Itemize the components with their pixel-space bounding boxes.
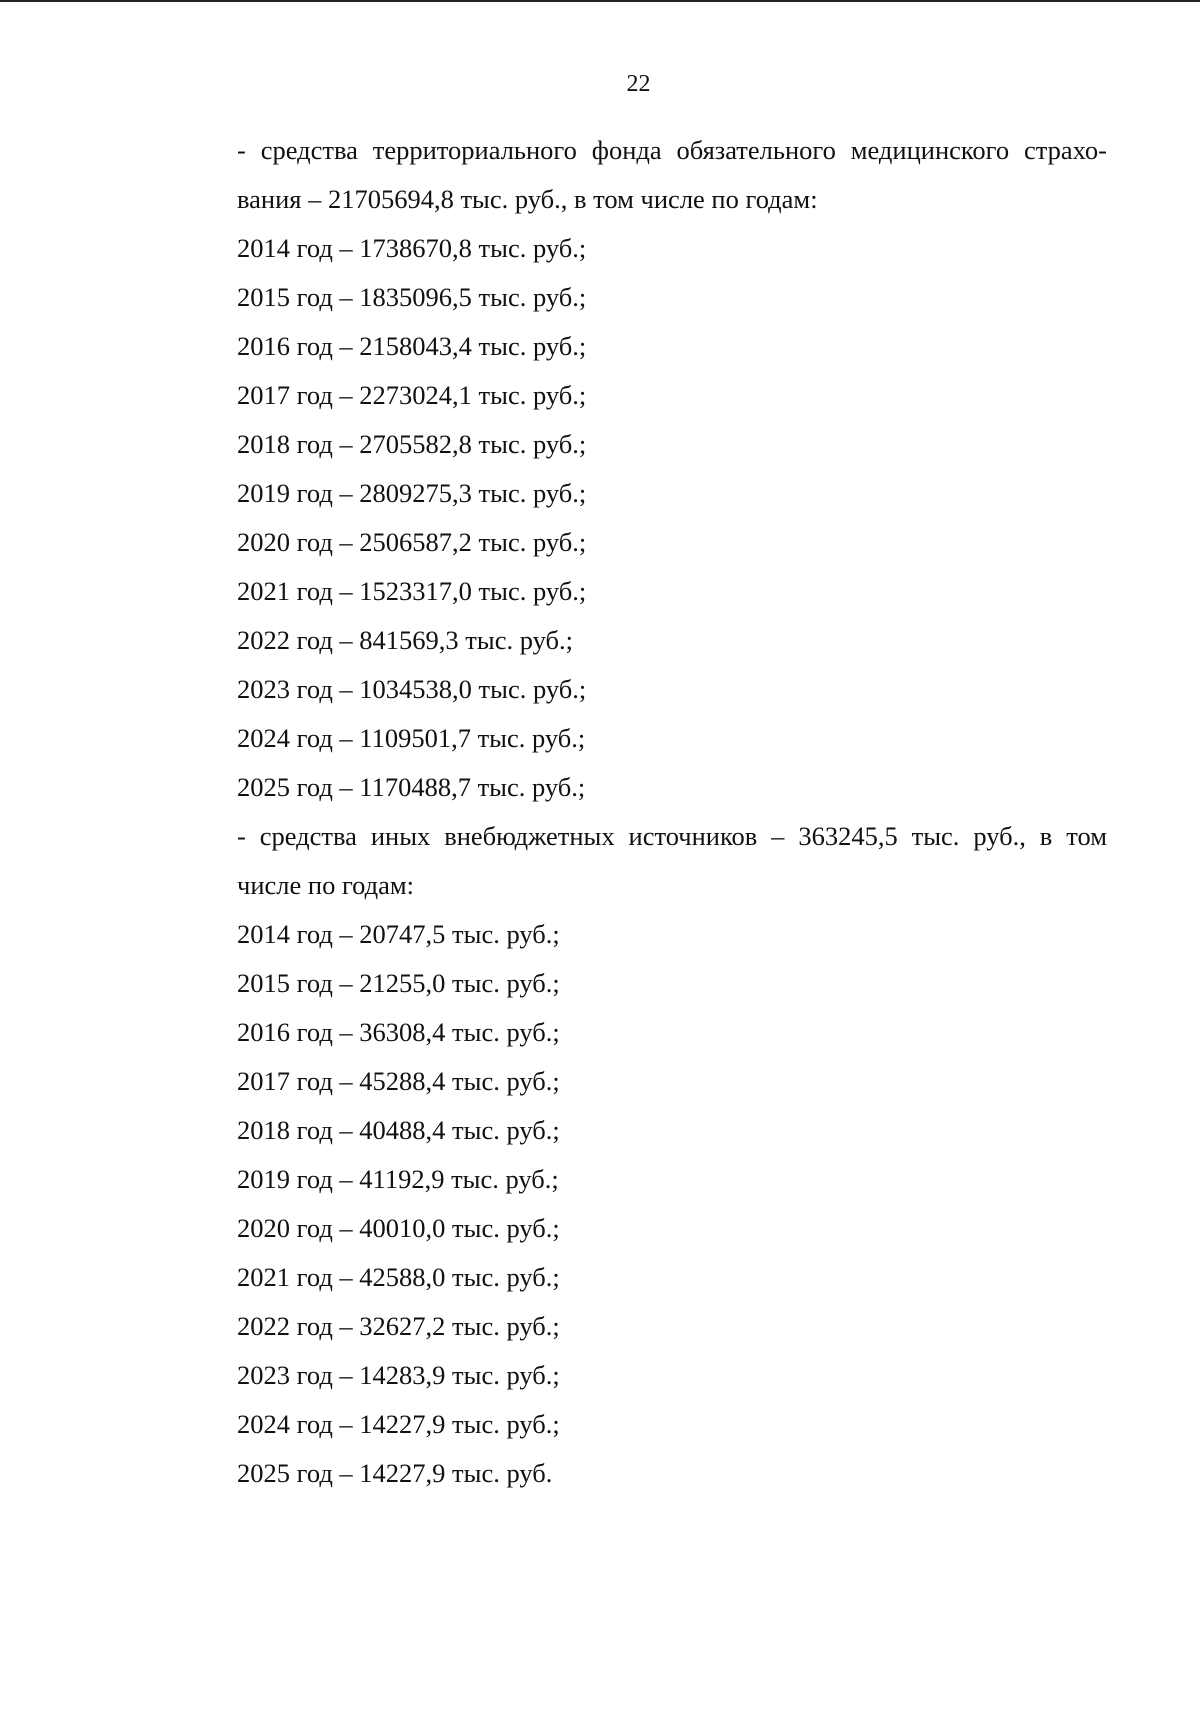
yearly-amounts-list	[237, 910, 1107, 1498]
section-intro-text: - средства иных внебюджетных источников – 363245,5 тыс. руб., в том	[237, 821, 1107, 851]
year-amount-item: 2022 год – 32627,2 тыс. руб.;	[237, 1311, 560, 1341]
year-amount-item: 2015 год – 1835096,5 тыс. руб.;	[237, 282, 587, 312]
year-amount-item: 2024 год – 14227,9 тыс. руб.;	[237, 1409, 560, 1439]
section-intro-line: вания – 21705694,8 тыс. руб., в том числе по годам:	[237, 184, 818, 214]
year-amount-item: 2023 год – 14283,9 тыс. руб.;	[237, 1360, 560, 1390]
year-amount-item: 2014 год – 1738670,8 тыс. руб.;	[237, 233, 587, 263]
year-amount-item: 2019 год – 41192,9 тыс. руб.;	[237, 1164, 559, 1194]
year-amount-item: 2018 год – 2705582,8 тыс. руб.;	[237, 429, 587, 459]
year-amount-item: 2017 год – 45288,4 тыс. руб.;	[237, 1066, 560, 1096]
section-intro-line	[237, 812, 1107, 861]
year-amount-item: 2014 год – 20747,5 тыс. руб.;	[237, 919, 560, 949]
year-amount-item: 2022 год – 841569,3 тыс. руб.;	[237, 625, 573, 655]
year-amount-item: 2015 год – 21255,0 тыс. руб.;	[237, 968, 560, 998]
year-amount-item: 2017 год – 2273024,1 тыс. руб.;	[237, 380, 587, 410]
year-amount-item: 2024 год – 1109501,7 тыс. руб.;	[237, 723, 586, 753]
section-intro-text: - средства территориального фонда обязательного медицинского страхо-	[237, 135, 1107, 165]
year-amount-item: 2025 год – 1170488,7 тыс. руб.;	[237, 772, 586, 802]
year-amount-item: 2016 год – 36308,4 тыс. руб.;	[237, 1017, 560, 1047]
section-other-sources	[237, 812, 1107, 1498]
section-intro-line	[237, 126, 1107, 175]
year-amount-item: 2021 год – 1523317,0 тыс. руб.;	[237, 576, 587, 606]
scan-top-edge	[0, 0, 1200, 2]
document-body	[237, 126, 1107, 1498]
year-amount-item: 2016 год – 2158043,4 тыс. руб.;	[237, 331, 587, 361]
section-intro-line: числе по годам:	[237, 870, 415, 900]
page-number: 22	[626, 71, 651, 97]
year-amount-item: 2020 год – 40010,0 тыс. руб.;	[237, 1213, 560, 1243]
year-amount-item: 2020 год – 2506587,2 тыс. руб.;	[237, 527, 587, 557]
year-amount-item: 2025 год – 14227,9 тыс. руб.	[237, 1458, 553, 1488]
year-amount-item: 2023 год – 1034538,0 тыс. руб.;	[237, 674, 587, 704]
section-territorial-fund	[237, 126, 1107, 812]
year-amount-item: 2019 год – 2809275,3 тыс. руб.;	[237, 478, 587, 508]
year-amount-item: 2021 год – 42588,0 тыс. руб.;	[237, 1262, 560, 1292]
year-amount-item: 2018 год – 40488,4 тыс. руб.;	[237, 1115, 560, 1145]
yearly-amounts-list	[237, 224, 1107, 812]
